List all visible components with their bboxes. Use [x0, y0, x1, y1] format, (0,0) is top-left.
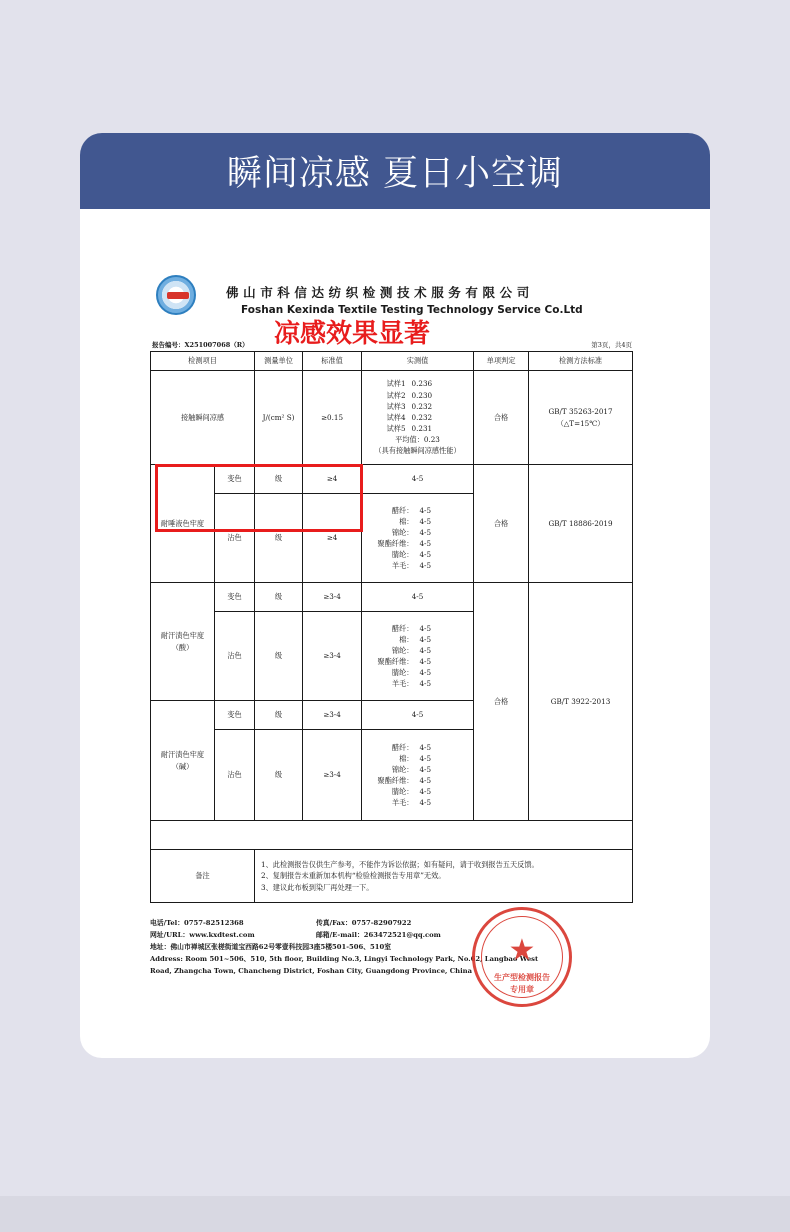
value-row	[376, 538, 473, 549]
sweat-acid-item-type: （酸）	[171, 642, 194, 652]
remarks-label: 备注	[151, 850, 255, 903]
cooling-method	[529, 371, 633, 465]
value-label: 腈纶：	[391, 550, 414, 560]
sweat-acid-stain-unit: 级	[255, 612, 303, 701]
contact-address-en: Road, Zhangcha Town, Chancheng District, Foshan City, Guangdong Province, China	[150, 967, 473, 975]
page-number: 第3页，共4页	[591, 341, 632, 349]
report-table	[150, 351, 633, 903]
value-label: 羊毛：	[391, 679, 414, 689]
sweat-acid-stain-label: 沾色	[215, 612, 255, 701]
value-number: 4-5	[419, 516, 432, 526]
report-card	[80, 133, 710, 1058]
value-row	[376, 645, 473, 656]
value-label: 棉：	[399, 634, 414, 644]
value-row	[376, 667, 473, 678]
sweat-alkali-item-name: 耐汗渍色牢度	[160, 750, 205, 760]
value-label: 腈纶：	[391, 668, 414, 678]
value-label: 试样5	[386, 424, 406, 434]
contact-email: 邮箱/E-mail：263472521@qq.com	[316, 931, 441, 939]
value-row	[376, 775, 473, 786]
sweat-acid-stain-standard: ≥3-4	[303, 612, 362, 701]
value-row	[376, 753, 473, 764]
value-number: 4-5	[419, 657, 432, 666]
cooling-average: 平均值：0.23	[395, 435, 440, 445]
value-number: 4-5	[419, 742, 432, 752]
stamp-line1: 生产型检测报告	[494, 972, 550, 982]
remarks-row	[151, 850, 633, 903]
saliva-stain-standard: ≥4	[303, 494, 362, 583]
value-number: 0.232	[411, 401, 433, 411]
value-label: 腈纶：	[391, 787, 414, 797]
value-row	[364, 412, 472, 423]
table-header-row	[151, 352, 633, 371]
value-number: 0.236	[411, 379, 433, 389]
value-row	[376, 742, 473, 753]
saliva-fade-value: 4-5	[362, 465, 474, 494]
report-number: 报告编号：X251007068（R）	[152, 341, 249, 349]
saliva-fade-label: 变色	[215, 465, 255, 494]
value-row	[376, 516, 473, 527]
saliva-fade-standard: ≥4	[303, 465, 362, 494]
value-number: 4-5	[419, 634, 432, 644]
star-icon: ★	[508, 933, 536, 968]
value-label: 聚酯纤维：	[377, 657, 414, 666]
value-row	[376, 623, 473, 634]
value-number: 4-5	[419, 539, 432, 548]
value-number: 4-5	[419, 527, 432, 537]
table-row	[151, 583, 633, 612]
value-label: 锦纶：	[391, 764, 414, 774]
contact-tel: 电话/Tel：0757-82512368	[150, 919, 244, 927]
saliva-stain-unit: 级	[255, 494, 303, 583]
saliva-method: GB/T 18886-2019	[529, 465, 633, 583]
highlight-title: 凉感效果显著	[274, 319, 431, 349]
value-row	[376, 527, 473, 538]
cooling-item: 接触瞬间凉感	[151, 371, 255, 465]
value-row	[376, 764, 473, 775]
value-row	[364, 390, 472, 401]
saliva-stain-label: 沾色	[215, 494, 255, 583]
value-number: 4-5	[419, 550, 432, 560]
value-row	[376, 678, 473, 689]
value-label: 锦纶：	[391, 645, 414, 655]
remarks-line: 1、此检测报告仅供生产参考，不能作为诉讼依据；如有疑问，请于收到报告五天反馈。	[261, 859, 539, 869]
fabric-values	[362, 494, 474, 583]
col-header: 检测方法标准	[529, 352, 633, 371]
sweat-alkali-fade-standard: ≥3-4	[303, 701, 362, 730]
sweat-alkali-stain-standard: ≥3-4	[303, 730, 362, 821]
col-header: 标准值	[303, 352, 362, 371]
contact-url: 网址/URL：www.kxdtest.com	[150, 931, 255, 939]
highlight-box	[155, 464, 363, 532]
value-number: 4-5	[419, 776, 432, 785]
fabric-values	[362, 612, 474, 701]
fabric-values	[362, 730, 474, 821]
remarks-text	[255, 850, 633, 903]
header-title: 瞬间凉感 夏日小空调	[226, 154, 564, 194]
contact-address-en: Address: Room 501~506、510, 5th floor, Building No.3, Lingyi Technology Park, No.62, Langbao West	[150, 955, 539, 963]
value-number: 4-5	[419, 623, 432, 633]
saliva-result: 合格	[474, 465, 529, 583]
value-label: 棉：	[399, 516, 414, 526]
value-row	[376, 549, 473, 560]
sweat-alkali-fade-value: 4-5	[362, 701, 474, 730]
value-number: 4-5	[419, 679, 432, 689]
sweat-result: 合格	[474, 583, 529, 821]
contact-address-cn: 地址：佛山市禅城区张槎街道宝西路62号零壹科技园3座5楼501-506、510室	[150, 943, 392, 951]
value-label: 醋纤：	[391, 505, 414, 515]
sweat-alkali-fade-label: 变色	[215, 701, 255, 730]
value-number: 4-5	[419, 798, 432, 808]
value-label: 试样4	[386, 412, 406, 422]
lab-name-en: Foshan Kexinda Textile Testing Technology Service Co.Ltd	[241, 304, 583, 316]
value-label: 棉：	[399, 753, 414, 763]
value-label: 羊毛：	[391, 561, 414, 571]
cooling-method-standard: GB/T 35263-2017	[548, 407, 613, 417]
value-label: 聚酯纤维：	[377, 776, 414, 785]
sweat-alkali-fade-unit: 级	[255, 701, 303, 730]
cooling-method-note: （△T=15℃）	[556, 418, 605, 428]
sweat-alkali-stain-unit: 级	[255, 730, 303, 821]
cooling-values	[362, 371, 474, 465]
contact-fax: 传真/Fax：0757-82907922	[316, 919, 412, 927]
cooling-result: 合格	[474, 371, 529, 465]
value-label: 醋纤：	[391, 623, 414, 633]
value-label: 羊毛：	[391, 798, 414, 808]
value-number: 0.231	[411, 424, 433, 434]
value-label: 试样3	[386, 401, 406, 411]
cooling-standard: ≥0.15	[303, 371, 362, 465]
col-header: 单项判定	[474, 352, 529, 371]
card-header	[80, 133, 710, 209]
sweat-acid-fade-label: 变色	[215, 583, 255, 612]
sweat-acid-fade-unit: 级	[255, 583, 303, 612]
sweat-acid-item	[151, 583, 215, 701]
value-number: 4-5	[419, 668, 432, 678]
value-label: 醋纤：	[391, 742, 414, 752]
value-label: 试样2	[386, 390, 406, 400]
table-row	[151, 371, 633, 465]
value-row	[376, 560, 473, 571]
sweat-method: GB/T 3922-2013	[529, 583, 633, 821]
value-row	[376, 656, 473, 667]
value-number: 0.230	[411, 390, 433, 400]
value-row	[364, 423, 472, 434]
value-number: 4-5	[419, 753, 432, 763]
value-number: 4-5	[419, 505, 432, 515]
remarks-line: 3、建议此布板到染厂再处理一下。	[261, 882, 374, 892]
blank-row	[151, 821, 633, 850]
value-number: 4-5	[419, 764, 432, 774]
col-header: 检测项目	[151, 352, 255, 371]
lab-name-cn: 佛山市科信达纺织检测技术服务有限公司	[226, 285, 534, 300]
value-number: 4-5	[419, 645, 432, 655]
test-report-document	[150, 275, 634, 994]
col-header: 实测值	[362, 352, 474, 371]
value-row	[364, 378, 472, 389]
value-number: 4-5	[419, 787, 432, 797]
bottom-band	[0, 1196, 790, 1232]
remarks-line: 2、复制报告未重新加本机构“检验检测报告专用章”无效。	[261, 871, 446, 881]
value-number: 0.232	[411, 412, 433, 422]
value-row	[376, 505, 473, 516]
sweat-alkali-stain-label: 沾色	[215, 730, 255, 821]
sweat-acid-fade-standard: ≥3-4	[303, 583, 362, 612]
value-label: 试样1	[386, 379, 406, 389]
saliva-fade-unit: 级	[255, 465, 303, 494]
lab-logo-icon	[156, 275, 196, 315]
value-row	[376, 786, 473, 797]
saliva-item: 耐唾液色牢度	[151, 465, 215, 583]
value-number: 4-5	[419, 561, 432, 571]
report-meta	[150, 319, 634, 351]
value-label: 聚酯纤维：	[377, 539, 414, 548]
col-header: 测量单位	[255, 352, 303, 371]
sweat-alkali-item-type: （碱）	[171, 761, 194, 771]
value-label: 锦纶：	[391, 527, 414, 537]
cooling-unit: J/(cm² S)	[255, 371, 303, 465]
sweat-acid-fade-value: 4-5	[362, 583, 474, 612]
stamp-line2: 专用章	[510, 984, 534, 994]
official-seal-stamp	[472, 907, 572, 1007]
sweat-alkali-item	[151, 701, 215, 821]
cooling-remark: （具有接触瞬间凉感性能）	[374, 446, 461, 456]
value-row	[364, 401, 472, 412]
value-row	[376, 797, 473, 808]
value-row	[376, 634, 473, 645]
sweat-acid-item-name: 耐汗渍色牢度	[160, 631, 205, 641]
cooling-samples	[362, 378, 473, 434]
